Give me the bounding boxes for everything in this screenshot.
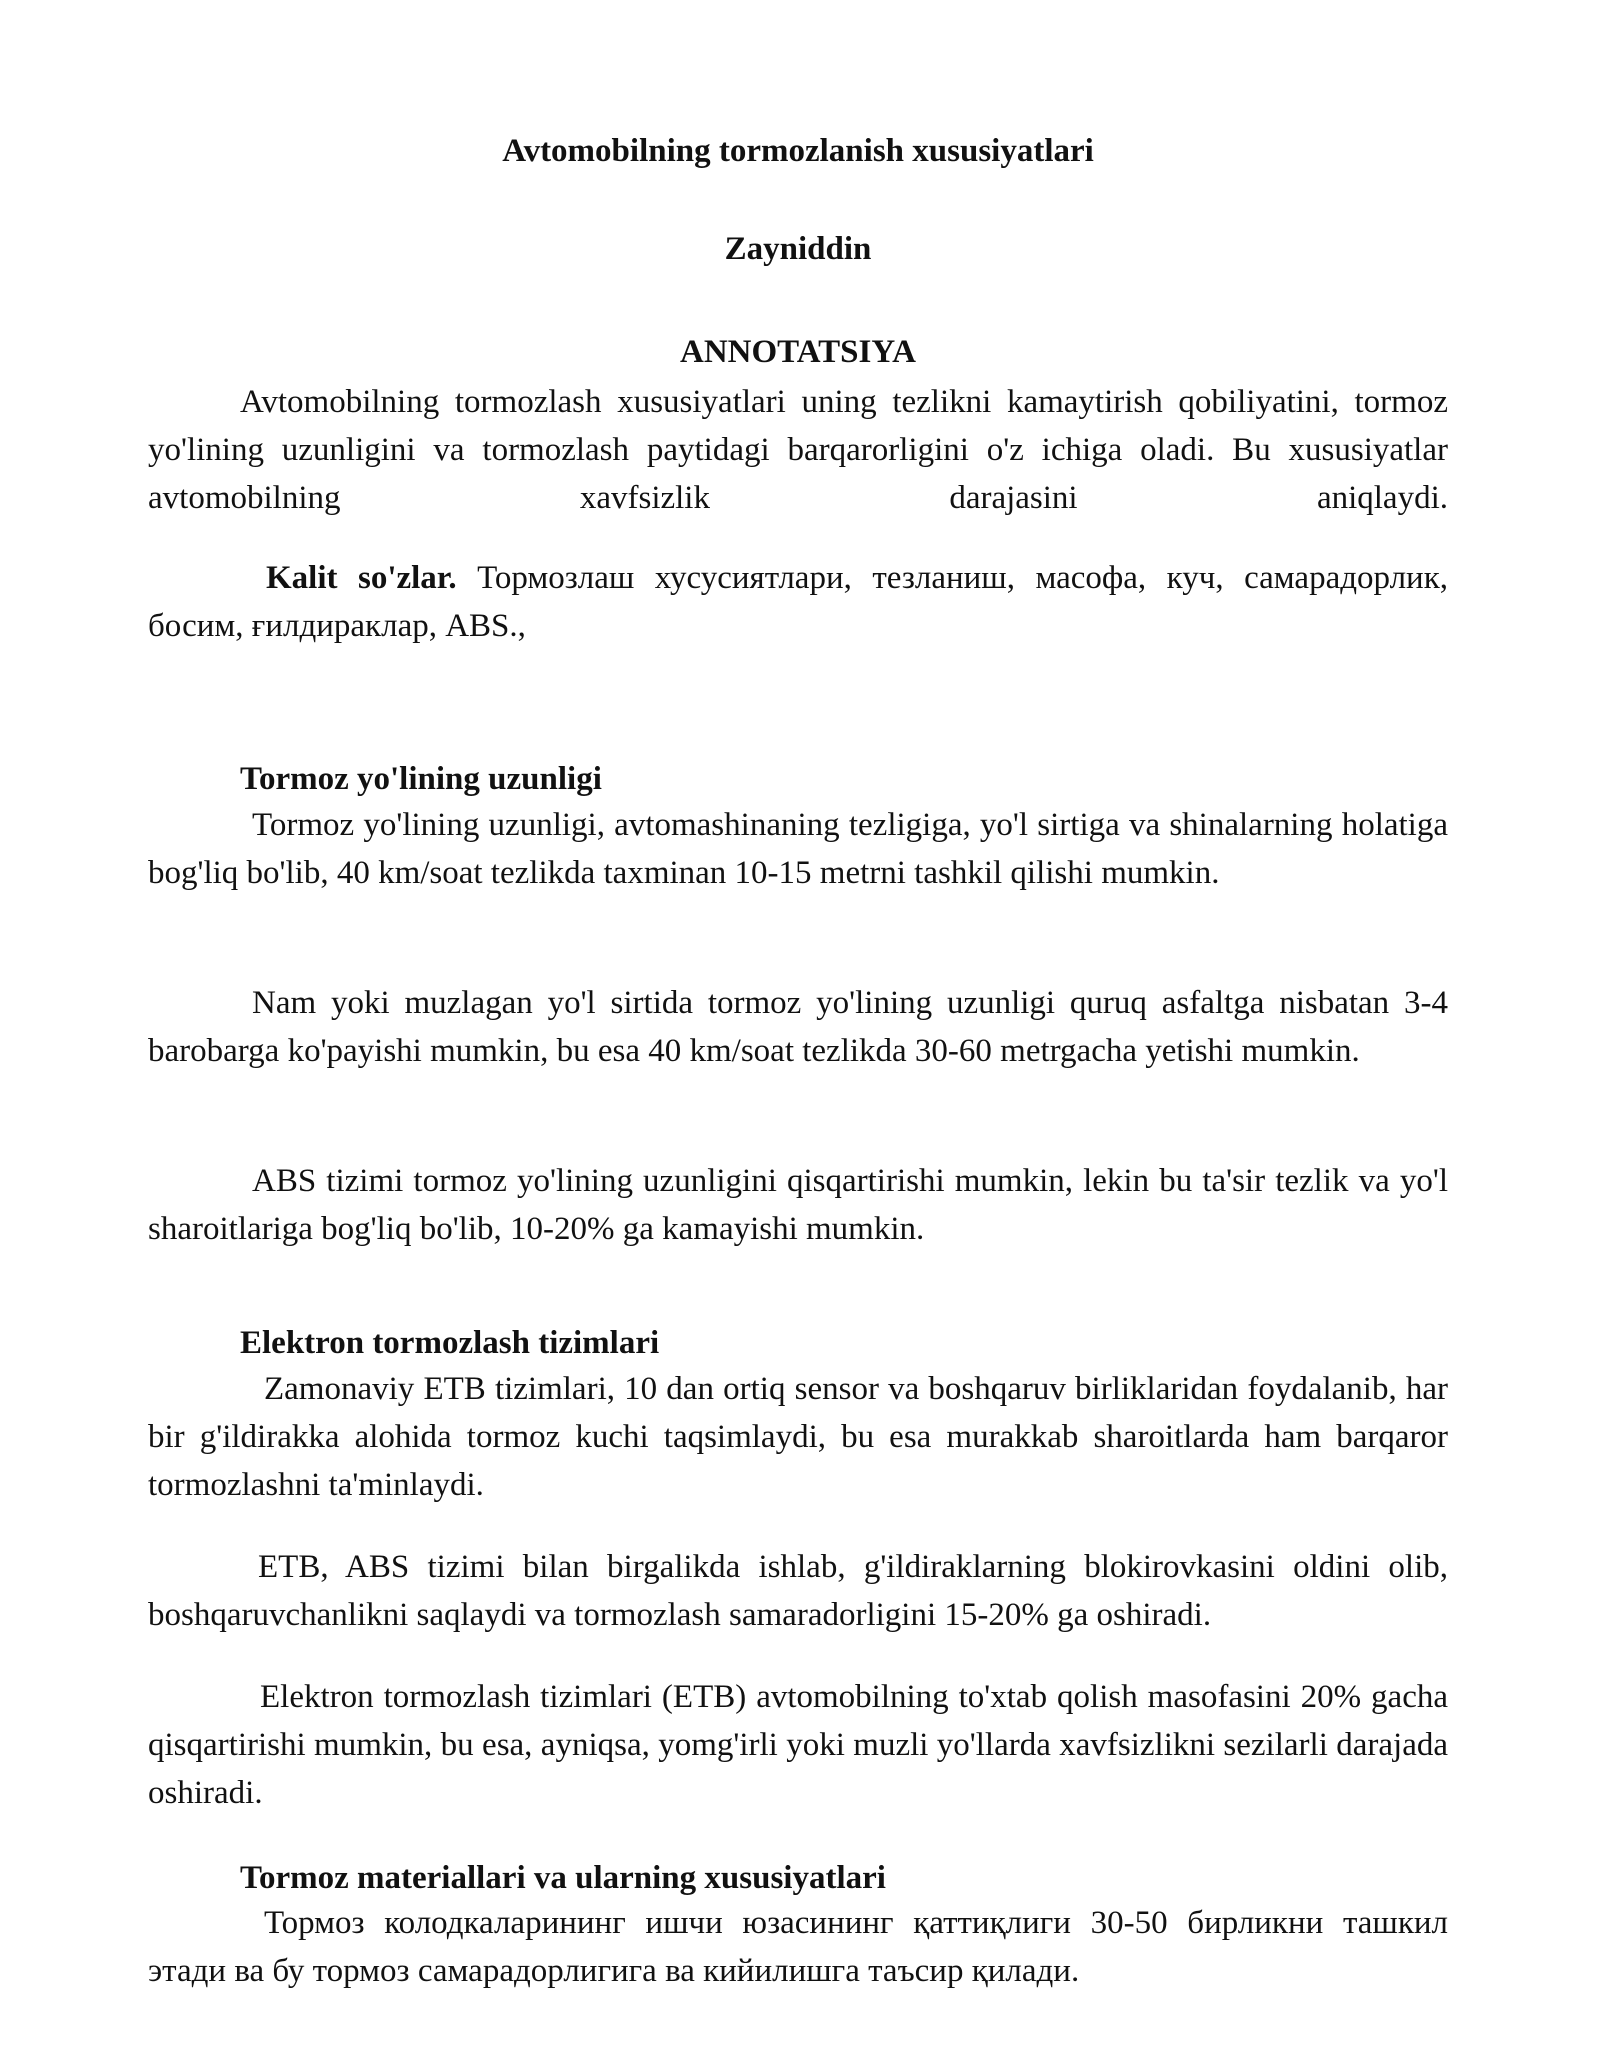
keywords-text: Тормозлаш хусусиятлари, тезланиш, масофа, куч, самарадорлик, босим, ғилдираклар, ABS., [148, 560, 1448, 644]
document-title: Avtomobilning tormozlanish xususiyatlari [502, 133, 1094, 169]
section-paragraph: ETB, ABS tizimi bilan birgalikda ishlab, g'ildiraklarning blokirovkasini oldini olib, boshqaruvchanlikni saqlaydi va tormozlash samaradorligini 15-20% ga oshiradi. [148, 1549, 1448, 1633]
section-heading-electronic-braking: Elektron tormozlash tizimlari [240, 1325, 660, 1361]
section-heading-brake-materials: Tormoz materiallari va ularning xususiyatlari [240, 1860, 886, 1896]
author-name: Zayniddin [724, 231, 872, 267]
keywords-paragraph [148, 554, 1448, 650]
keywords-label: Kalit so'zlar. [266, 560, 457, 596]
section-paragraph: Тормоз колодкаларининг ишчи юзасининг қаттиқлиги 30-50 бирликни ташкил этади ва бу тормоз самарадорлигига ва кийилишга таъсир қилади. [148, 1905, 1448, 1989]
section-heading-braking-distance: Tormoz yo'lining uzunligi [240, 761, 602, 797]
section-paragraph: Zamonaviy ETB tizimlari, 10 dan ortiq sensor va boshqaruv birliklaridan foydalanib, har bir g'ildirakka alohida tormoz kuchi taqsimlaydi, bu esa murakkab sharoitlarda ham barqaror tormozlashni ta'minlaydi. [148, 1371, 1448, 1503]
abstract-heading: ANNOTATSIYA [680, 334, 916, 370]
section-paragraph: Tormoz yo'lining uzunligi, avtomashinaning tezligiga, yo'l sirtiga va shinalarning holatiga bog'liq bo'lib, 40 km/soat tezlikda taxminan 10-15 metrni tashkil qilishi mumkin. [148, 807, 1448, 891]
abstract-text: Avtomobilning tormozlash xususiyatlari uning tezlikni kamaytirish qobiliyatini, tormoz yo'lining uzunligini va tormozlash paytidagi barqarorligini o'z ichiga oladi. Bu xususiyatlar avtomobilning xavfsizlik darajasini aniqlaydi. [148, 384, 1448, 516]
section-paragraph: Elektron tormozlash tizimlari (ETB) avtomobilning to'xtab qolish masofasini 20% gacha qisqartirishi mumkin, bu esa, ayniqsa, yomg'irli yoki muzli yo'llarda xavfsizlikni sezilarli darajada oshiradi. [148, 1679, 1448, 1811]
section-paragraph: Nam yoki muzlagan yo'l sirtida tormoz yo'lining uzunligi quruq asfaltga nisbatan 3-4 barobarga ko'payishi mumkin, bu esa 40 km/soat tezlikda 30-60 metrgacha yetishi mumkin. [148, 985, 1448, 1069]
section-paragraph: ABS tizimi tormoz yo'lining uzunligini qisqartirishi mumkin, lekin bu ta'sir tezlik va yo'l sharoitlariga bog'liq bo'lib, 10-20% ga kamayishi mumkin. [148, 1163, 1448, 1247]
